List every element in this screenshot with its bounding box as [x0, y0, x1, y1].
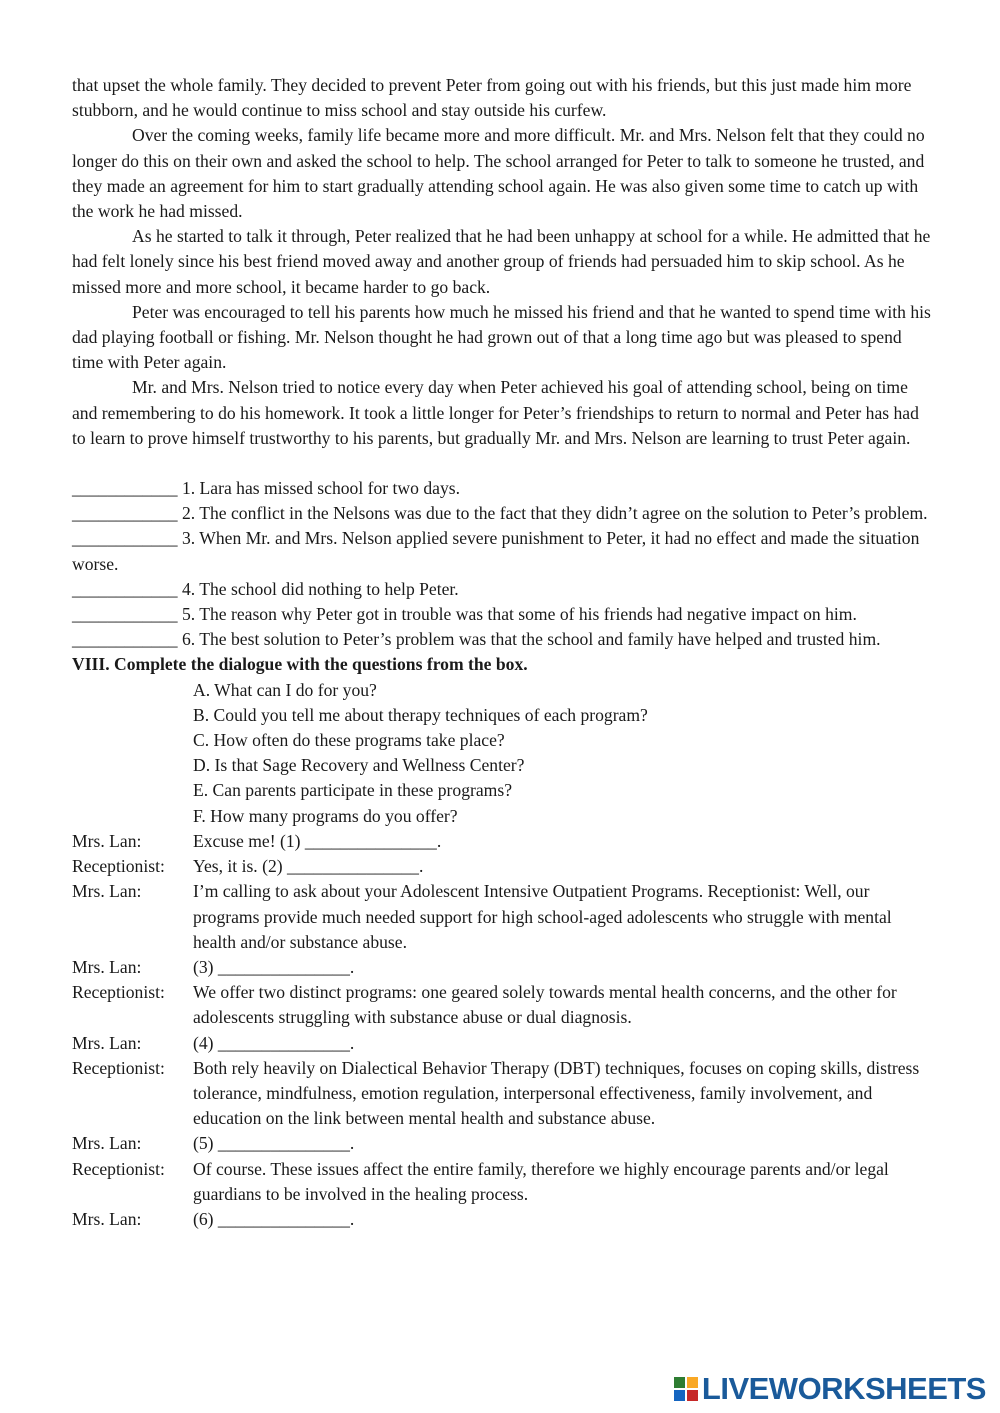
speaker-label: Mrs. Lan:: [72, 956, 142, 977]
passage-paragraph: that upset the whole family. They decided to prevent Peter from going out with his friends, but this just made him more stubborn, and he would continue to miss school and stay outside his curfew.: [72, 75, 912, 121]
dialogue-line: [72, 829, 932, 854]
question-option: D. Is that Sage Recovery and Wellness Center?: [193, 755, 525, 776]
dialogue-line: [72, 854, 932, 879]
true-false-item[interactable]: ____________ 4. The school did nothing to help Peter.: [72, 578, 459, 599]
passage-paragraph: As he started to talk it through, Peter realized that he had been unhappy at school for a while. He admitted that he had felt lonely since his best friend moved away and another group of friends had persuaded him to skip school. As he missed more and more school, it became harder to go back.: [72, 226, 931, 297]
speaker-label: Receptionist:: [72, 1158, 165, 1179]
question-option: C. How often do these programs take place?: [193, 730, 505, 751]
dialogue-line: [72, 1157, 932, 1207]
speaker-label: Mrs. Lan:: [72, 830, 142, 851]
question-option: A. What can I do for you?: [193, 679, 377, 700]
dialogue-line: [72, 980, 932, 1030]
true-false-item[interactable]: ____________ 5. The reason why Peter got in trouble was that some of his friends had negative impact on him.: [72, 604, 857, 625]
liveworksheets-logo[interactable]: [674, 1372, 986, 1406]
speaker-label: Mrs. Lan:: [72, 881, 142, 902]
passage-paragraph: Over the coming weeks, family life became more and more difficult. Mr. and Mrs. Nelson felt that they could no longer do this on their own and asked the school to help. The school arranged for Peter to talk to someone he trusted, and they made an agreement for him to start gradually attending school again. He was also given some time to catch up with the work he had missed.: [72, 125, 925, 222]
dialogue-text: Both rely heavily on Dialectical Behavior Therapy (DBT) techniques, focuses on coping skills, distress tolerance, mindfulness, emotion regulation, interpersonal effectiveness, family involvement, and education on the link between mental health and substance abuse.: [193, 1057, 920, 1129]
speaker-label: Receptionist:: [72, 1057, 165, 1078]
dialogue-line: [72, 1056, 932, 1132]
dialogue-text: We offer two distinct programs: one geared solely towards mental health concerns, and the other for adolescents struggling with substance abuse or dual diagnosis.: [193, 982, 897, 1028]
speaker-label: Receptionist:: [72, 856, 165, 877]
true-false-item[interactable]: ____________ 6. The best solution to Peter’s problem was that the school and family have helped and trusted him.: [72, 629, 881, 650]
question-options-box: [72, 678, 932, 829]
section-heading: VIII. Complete the dialogue with the questions from the box.: [72, 654, 528, 675]
passage-paragraph: Peter was encouraged to tell his parents how much he missed his friend and that he wanted to spend time with his dad playing football or fishing. Mr. Nelson thought he had grown out of that a long time ago but was pleased to spend time with Peter again.: [72, 301, 931, 373]
speaker-label: Mrs. Lan:: [72, 1133, 142, 1154]
dialogue-line: [72, 879, 932, 955]
question-option: F. How many programs do you offer?: [193, 805, 458, 826]
dialogue-text[interactable]: Excuse me! (1) _______________.: [193, 830, 442, 851]
dialogue-line: [72, 1207, 932, 1232]
worksheet-content: [72, 73, 932, 1232]
dialogue-text: Of course. These issues affect the entire family, therefore we highly encourage parents and/or legal guardians to be involved in the healing process.: [193, 1158, 889, 1204]
dialogue-line: [72, 1031, 932, 1056]
dialogue-text[interactable]: (5) _______________.: [193, 1133, 355, 1154]
dialogue: [72, 829, 932, 1232]
liveworksheets-logo-icon: [674, 1377, 698, 1401]
true-false-list: [72, 476, 932, 652]
passage-paragraph: Mr. and Mrs. Nelson tried to notice every day when Peter achieved his goal of attending school, being on time and remembering to do his homework. It took a little longer for Peter’s friendships to return to normal and Peter has had to learn to prove himself trustworthy to his parents, but gradually Mr. and Mrs. Nelson are learning to trust Peter again.: [72, 377, 919, 448]
speaker-label: Receptionist:: [72, 982, 165, 1003]
dialogue-text[interactable]: Yes, it is. (2) _______________.: [193, 856, 424, 877]
dialogue-line: [72, 1131, 932, 1156]
question-option: E. Can parents participate in these programs?: [193, 780, 513, 801]
true-false-item[interactable]: ____________ 2. The conflict in the Nelsons was due to the fact that they didn’t agree on the solution to Peter’s problem.: [72, 503, 928, 524]
dialogue-line: [72, 955, 932, 980]
speaker-label: Mrs. Lan:: [72, 1032, 142, 1053]
speaker-label: Mrs. Lan:: [72, 1208, 142, 1229]
logo-text: LIVEWORKSHEETS: [701, 1371, 986, 1406]
dialogue-text: I’m calling to ask about your Adolescent Intensive Outpatient Programs. Receptionist: Well, our programs provide much needed support for high school-aged adolescents who struggle with mental health and/or substance abuse.: [193, 881, 892, 952]
true-false-item[interactable]: ____________ 1. Lara has missed school for two days.: [72, 478, 460, 499]
reading-passage: [72, 73, 932, 451]
question-option: B. Could you tell me about therapy techniques of each program?: [193, 704, 648, 725]
true-false-item[interactable]: ____________ 3. When Mr. and Mrs. Nelson applied severe punishment to Peter, it had no effect and made the situation worse.: [72, 528, 920, 574]
dialogue-text[interactable]: (3) _______________.: [193, 956, 355, 977]
dialogue-text[interactable]: (4) _______________.: [193, 1032, 355, 1053]
dialogue-text[interactable]: (6) _______________.: [193, 1208, 355, 1229]
spacer: [72, 451, 932, 476]
